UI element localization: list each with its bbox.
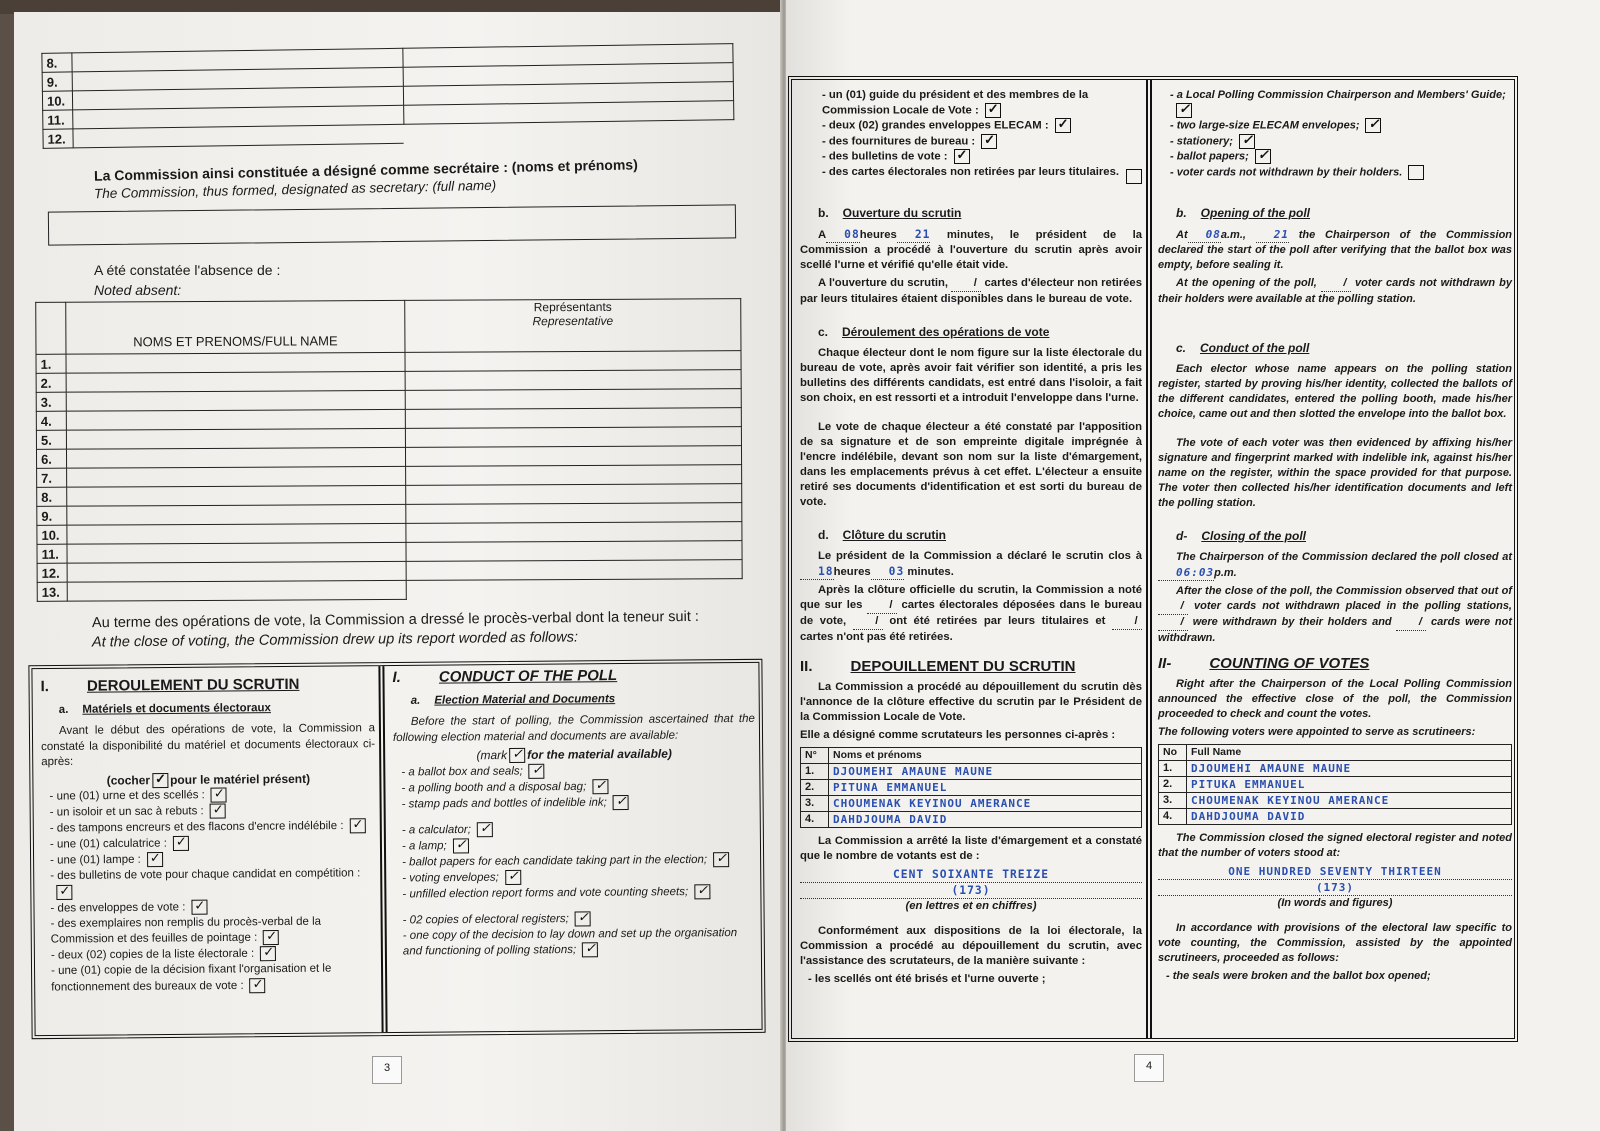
subsection-d-fr: d. Clôture du scrutin [818, 527, 947, 542]
material-item-en: - ballot papers for each candidate taking part in the election;✓ [394, 852, 756, 871]
material-item-fr: - des enveloppes de vote :✓ [42, 898, 376, 917]
subsection-b-fr: b. Ouverture du scrutin [818, 205, 962, 220]
checkbox[interactable] [505, 870, 521, 885]
absent-rep-cell[interactable] [406, 560, 742, 581]
checkbox[interactable] [211, 787, 227, 802]
row-number: 2. [36, 373, 66, 392]
material-item-en: - a lamp;✓ [394, 835, 756, 854]
after-close-fr: Après la clôture officielle du scrutin, la Commission a noté que sur les / cartes électorales déposées dans le bureau de vote, / ont été retirées par leurs titulaires et / cartes n'ont pas été retirées. [800, 583, 1142, 643]
absent-rep-cell[interactable] [405, 408, 741, 429]
checkbox[interactable] [981, 134, 997, 149]
voters-words-field[interactable]: ONE HUNDRED SEVENTY THIRTEEN [1158, 864, 1512, 880]
seals-text-en: - the seals were broken and the ballot box opened; [1166, 970, 1431, 983]
en-column-right [1158, 88, 1512, 984]
material-item-fr: - des cartes électorales non retirées par leurs titulaires. [800, 165, 1142, 180]
row-number: 6. [36, 449, 66, 468]
law-text-en: In accordance with provisions of the electoral law specific to vote counting, the Commission, assisted by the appointed scrutineers, proceeded as follows: [1158, 922, 1512, 965]
checkbox[interactable] [147, 852, 163, 867]
absent-rep-cell[interactable] [405, 351, 741, 372]
absent-name-cell[interactable] [67, 466, 406, 487]
absent-rep-cell[interactable] [406, 465, 742, 486]
material-item-fr: - des tampons encreurs et des flacons d'encre indélébile :✓ [42, 818, 376, 837]
scrutineers-label-en: The following voters were appointed to serve as scrutineers: [1158, 726, 1476, 739]
opening-hours-field[interactable]: 08 [826, 227, 860, 243]
material-item-fr: - une (01) urne et des scellés :✓ [41, 786, 375, 805]
closing-hours-field[interactable]: 18 [800, 564, 834, 580]
row-number: 11. [37, 544, 67, 563]
material-item-fr: - des fournitures de bureau :✓ [800, 134, 1142, 149]
checkbox[interactable] [582, 943, 598, 958]
absent-rep-cell[interactable] [406, 541, 742, 562]
closing-text-en: The Chairperson of the Commission declared the poll closed at 06:03p.m. [1158, 550, 1512, 581]
checkbox[interactable] [453, 838, 469, 853]
absent-rep-cell[interactable] [406, 484, 742, 505]
absent-name-cell[interactable] [67, 580, 406, 601]
checkbox[interactable] [592, 779, 608, 794]
opening-minutes-field[interactable]: 21 [897, 227, 931, 243]
absent-name-cell[interactable] [66, 390, 405, 411]
absent-name-cell[interactable] [66, 428, 405, 449]
cards-withdrawn-field[interactable]: / [1158, 615, 1188, 631]
scrutineer-name[interactable]: DJOUMEHI AMAUNE MAUNE [829, 763, 1142, 779]
absent-rep-cell[interactable] [406, 579, 742, 600]
checkbox[interactable] [985, 103, 1001, 118]
seals-text-fr: - les scellés ont été brisés et l'urne ouverte ; [808, 972, 1046, 985]
material-item-fr: - des exemplaires non remplis du procès-verbal de la Commission et des feuilles de pointage :✓ [43, 914, 377, 948]
material-item-fr: - un isoloir et un sac à rebuts :✓ [42, 802, 376, 821]
cards-count-field[interactable]: / [1321, 276, 1351, 292]
cards-not-withdrawn-field[interactable]: / [1396, 615, 1426, 631]
material-item-fr: - une (01) calculatrice :✓ [42, 834, 376, 853]
right-page [786, 0, 1600, 1131]
conduct-p2-fr: Le vote de chaque électeur a été constaté par l'apposition de sa signature et de son empreinte digitale imprégnée à l'encre indélébile, devant son nom sur la liste d'émargement, dans les emplacements prévus à cet effet. L'électeur a ensuite retiré ses documents d'identification et est sorti du bureau de vote. [800, 420, 1142, 508]
absent-name-cell[interactable] [67, 504, 406, 525]
absent-label-en: Noted absent: [94, 282, 182, 298]
checkbox[interactable] [349, 818, 365, 833]
subsection-b-en: b. Opening of the poll [1176, 206, 1310, 221]
row-number: 7. [37, 468, 67, 487]
material-item-en: - a ballot box and seals;✓ [393, 761, 755, 780]
opening-hours-field[interactable]: 08 [1188, 227, 1221, 243]
report-intro-en: At the close of voting, the Commission drew up its report worded as follows: [91, 629, 579, 651]
subsection-c-fr: c. Déroulement des opérations de vote [818, 324, 1050, 339]
row-number: 5. [36, 430, 66, 449]
material-item-en: - stamp pads and bottles of indelible ink;✓ [394, 793, 756, 812]
material-item-en: - voter cards not withdrawn by their holders. [1158, 165, 1512, 180]
row-number: 11. [43, 110, 73, 129]
members-table [41, 43, 734, 149]
scrutineers-label-fr: Elle a désigné comme scrutateurs les personnes ci-après : [800, 728, 1116, 741]
checkbox[interactable] [1408, 165, 1424, 180]
voters-intro-fr: La Commission a arrêté la liste d'émargement et a constaté que le nombre de votants est de : [800, 834, 1142, 862]
absent-name-cell[interactable] [66, 409, 405, 430]
material-item-en: - one copy of the decision to lay down and set up the organisation and functioning of polling stations;✓ [395, 926, 757, 961]
absent-rep-cell[interactable] [405, 389, 741, 410]
checkbox[interactable] [1239, 134, 1255, 149]
checkbox[interactable] [210, 804, 226, 819]
checkbox-sample-icon [509, 748, 525, 763]
row-number: 4. [36, 411, 66, 430]
scrutineer-name[interactable]: CHOUMENAK KEYINOU AMERANCE [1187, 793, 1512, 809]
absent-name-cell[interactable] [66, 352, 405, 373]
row-number: 13. [37, 582, 67, 601]
secretary-field[interactable] [48, 204, 736, 245]
col-rep-fr: Représentants [533, 299, 612, 315]
mark-hint-fr: (cocher ✓ pour le matériel présent) [41, 771, 375, 789]
checkbox[interactable] [1055, 118, 1071, 133]
en-column [392, 663, 757, 960]
closing-minutes-field[interactable]: 03 [871, 564, 905, 580]
checkbox[interactable] [1365, 118, 1381, 133]
absent-rep-cell[interactable] [406, 522, 742, 543]
secretary-label-fr: La Commission ainsi constituée a désigné comme secrétaire : (noms et prénoms) [93, 156, 638, 184]
counting-intro-en: Right after the Chairperson of the Local Polling Commission announced the effective close of the poll, the Commission proceeded to check and count the votes. [1158, 678, 1512, 721]
checkbox[interactable] [191, 899, 207, 914]
absent-name-cell[interactable] [67, 523, 406, 544]
checkbox-sample-icon [152, 773, 168, 788]
cards-available-fr: A l'ouverture du scrutin, / cartes d'électeur non retirées par leurs titulaires étaient disponibles dans le bureau de vote. [800, 276, 1142, 305]
column-divider [1146, 80, 1152, 1038]
member-name-cell[interactable] [73, 124, 404, 148]
member-rep-cell[interactable] [403, 120, 734, 144]
scrutineers-table-en: No Full Name 1. DJOUMEHI AMAUNE MAUNE 2. PITUKA EMMANUEL 3. CHOUMENAK KEYINOU AMERANCE 4. DAHDJOUMA DAVID [1158, 744, 1512, 825]
subsection-c-en: c. Conduct of the poll [1176, 341, 1310, 356]
material-item-en: - a calculator;✓ [394, 819, 756, 838]
voters-intro-en: The Commission closed the signed electoral register and noted that the number of voters stood at: [1158, 832, 1512, 860]
opening-text-fr: A 08heures 21 minutes, le président de la Commission a procédé à l'ouverture du scrutin après avoir scellé l'urne et vérifié qu'elle était vide. [800, 227, 1142, 271]
absent-name-cell[interactable] [66, 447, 405, 468]
absent-name-cell[interactable] [67, 542, 406, 563]
conduct-p2-en: The vote of each voter was then evidenced by affixing his/her signature and fingerprint marked with indelible ink, against his/her name on the register, within the space provided for that purpose. The voter then collected his/her identification documents and left the polling station. [1158, 437, 1512, 510]
col-representative [405, 299, 741, 353]
material-item-fr: - un (01) guide du président et des membres de la Commission Locale de Vote :✓ [800, 88, 1142, 118]
closing-text-fr: Le président de la Commission a déclaré le scrutin clos à 18heures 03 minutes. [800, 549, 1142, 580]
checkbox[interactable] [713, 852, 729, 867]
section-title-fr: I. DEROULEMENT DU SCRUTIN [40, 675, 300, 696]
law-text-fr: Conformément aux dispositions de la loi électorale, la Commission a procédé au dépouillement du scrutin, avec l'assistance des scrutateurs, de la manière suivante : [800, 924, 1142, 967]
row-number: 10. [42, 91, 72, 110]
absent-rep-cell[interactable] [405, 370, 741, 391]
absent-rep-cell[interactable] [405, 446, 741, 467]
voters-words-field[interactable]: CENT SOIXANTE TREIZE [800, 867, 1142, 883]
cards-deposited-field[interactable]: / [1158, 599, 1188, 615]
scrutineer-name[interactable]: CHOUMENAK KEYINOU AMERANCE [829, 795, 1142, 811]
scrutineer-name[interactable]: DAHDJOUMA DAVID [829, 811, 1142, 827]
col-full-name: NOMS ET PRENOMS/FULL NAME [66, 300, 405, 354]
checkbox[interactable] [173, 836, 189, 851]
subsection-d-en: d- Closing of the poll [1176, 529, 1306, 544]
mark-hint-en: (mark ✓ for the material available) [393, 746, 755, 765]
voters-hint-fr: (en lettres et en chiffres) [905, 899, 1037, 912]
material-item-en: - a Local Polling Commission Chairperson and Members' Guide;✓ [1158, 88, 1512, 118]
checkbox[interactable] [1255, 149, 1271, 164]
cards-available-en: At the opening of the poll, / voter cards not withdrawn by their holders were available at the polling station. [1158, 277, 1512, 306]
row-number: 12. [43, 129, 73, 148]
closing-time-field[interactable]: 06:03 [1158, 565, 1214, 581]
checkbox[interactable] [477, 822, 493, 837]
absent-name-cell[interactable] [67, 485, 406, 506]
cards-withdrawn-field[interactable]: / [853, 614, 883, 630]
row-number: 8. [37, 487, 67, 506]
checkbox[interactable] [263, 930, 279, 945]
scrutineer-name[interactable]: PITUNA EMMANUEL [829, 779, 1142, 795]
material-item-fr: - des bulletins de vote pour chaque candidat en compétition :✓ [42, 866, 376, 900]
checkbox[interactable] [260, 946, 276, 961]
checkbox[interactable] [613, 795, 629, 810]
opening-text-en: At 08a.m., 21 the Chairperson of the Commission declared the start of the poll after verifying that the ballot box was empty, before sealing it. [1158, 228, 1513, 272]
absent-label-fr: A été constatée l'absence de : [94, 262, 281, 278]
scrutineer-name[interactable]: DJOUMEHI AMAUNE MAUNE [1187, 761, 1512, 777]
page-number-left: 3 [372, 1056, 402, 1084]
absent-name-cell[interactable] [67, 561, 406, 582]
cards-deposited-field[interactable]: / [867, 598, 897, 614]
after-close-en: After the close of the poll, the Commission observed that out of / voter cards not withdrawn placed in the polling stations, / were withdrawn by their holders and / cards were not withdrawn. [1158, 585, 1512, 645]
material-item-fr: - une (01) copie de la décision fixant l'organisation et le fonctionnement des bureaux de vote :✓ [43, 961, 377, 995]
subsection-a-en: a. Election Material and Documents [410, 692, 616, 707]
fr-column [40, 672, 377, 996]
column-divider [378, 666, 387, 1032]
checkbox[interactable] [529, 763, 545, 778]
absent-rep-cell[interactable] [406, 503, 742, 524]
voters-figures-field[interactable]: (173) [800, 883, 1142, 899]
report-intro-fr: Au terme des opérations de vote, la Commission a dressé le procès-verbal dont la teneur suit : [91, 608, 699, 632]
checkbox[interactable] [56, 884, 72, 899]
row-number: 1. [36, 354, 66, 373]
material-item-fr: - deux (02) grandes enveloppes ELECAM :✓ [800, 118, 1142, 133]
row-number: 12. [37, 563, 67, 582]
opening-minutes-field[interactable]: 21 [1256, 227, 1289, 243]
material-item-fr: - des bulletins de vote :✓ [800, 149, 1142, 164]
checkbox[interactable] [250, 978, 266, 993]
material-item-en: - unfilled election report forms and vote counting sheets;✓ [394, 884, 756, 903]
materials-intro-fr: Avant le début des opérations de vote, la Commission a constaté la disponibilité du matériel et documents électoraux ci-après: [41, 722, 376, 769]
material-item-fr: - une (01) lampe :✓ [42, 850, 376, 869]
scrutineer-name[interactable]: PITUKA EMMANUEL [1187, 777, 1512, 793]
material-item-en: - a polling booth and a disposal bag;✓ [393, 777, 755, 796]
material-item-en: - ballot papers;✓ [1158, 149, 1512, 164]
section-I-box [28, 659, 765, 1039]
scrutineers-table-fr: N° Noms et prénoms 1. DJOUMEHI AMAUNE MAUNE 2. PITUNA EMMANUEL 3. CHOUMENAK KEYINOU AMERANCE 4. DAHDJOUMA DAVID [800, 747, 1142, 828]
material-item-fr: - deux (02) copies de la liste électorale :✓ [43, 945, 377, 964]
material-item-en: - two large-size ELECAM envelopes;✓ [1158, 118, 1512, 133]
right-page-box [788, 76, 1518, 1042]
page-number-right: 4 [1134, 1054, 1164, 1082]
counting-intro-fr: La Commission a procédé au dépouillement du scrutin dès l'annonce de la clôture effective du scrutin par le Président de la Commission Locale de Vote. [800, 680, 1142, 723]
section-II-title-fr: II. DEPOUILLEMENT DU SCRUTIN [800, 657, 1076, 675]
conduct-p1-en: Each elector whose name appears on the polling station register, started by proving his/her identity, collected the ballots of the different candidates, entered the polling booth, made his/her choice, came out and then slotted the envelope into the ballot box. [1158, 363, 1512, 421]
checkbox[interactable] [1126, 169, 1142, 184]
row-number: 10. [37, 525, 67, 544]
absent-name-cell[interactable] [66, 371, 405, 392]
material-item-en: - stationery;✓ [1158, 134, 1512, 149]
secretary-label-en: The Commission, thus formed, designated as secretary: (full name) [93, 177, 497, 202]
absent-table-wrap [35, 298, 743, 602]
materials-intro-en: Before the start of polling, the Commission ascertained that the following election material and documents are available: [392, 712, 755, 744]
voters-figures-field[interactable]: (173) [1158, 880, 1512, 896]
section-II-title-en: II- COUNTING OF VOTES [1158, 655, 1370, 673]
material-item-en: - 02 copies of electoral registers;✓ [395, 910, 757, 929]
row-number: 9. [37, 506, 67, 525]
cards-not-withdrawn-field[interactable]: / [1112, 614, 1142, 630]
checkbox[interactable] [575, 911, 591, 926]
cards-count-field[interactable]: / [951, 276, 981, 292]
col-rep-en: Representative [532, 313, 614, 329]
conduct-p1-fr: Chaque électeur dont le nom figure sur la liste électorale du bureau de vote, après avoir fait vérifier son identité, a pris les bulletins des différents candidats, est entré dans l'isoloir, a fait son choix, en est ressorti et a introduit l'enveloppe dans l'urne. [800, 346, 1142, 404]
fr-column-right [800, 88, 1142, 987]
row-number: 3. [36, 392, 66, 411]
row-number: 9. [42, 72, 72, 91]
voters-hint-en: (In words and figures) [1277, 897, 1393, 910]
subsection-a-fr: a. Matériels et documents électoraux [58, 701, 271, 716]
scrutineer-name[interactable]: DAHDJOUMA DAVID [1187, 809, 1512, 825]
absent-table [35, 298, 743, 602]
material-item-en: - voting envelopes;✓ [394, 868, 756, 887]
checkbox[interactable] [1176, 103, 1192, 118]
row-number: 8. [42, 53, 72, 72]
section-title-en: I. CONDUCT OF THE POLL [392, 667, 618, 687]
checkbox[interactable] [954, 149, 970, 164]
absent-rep-cell[interactable] [405, 427, 741, 448]
left-page [14, 12, 784, 1131]
checkbox[interactable] [694, 884, 710, 899]
